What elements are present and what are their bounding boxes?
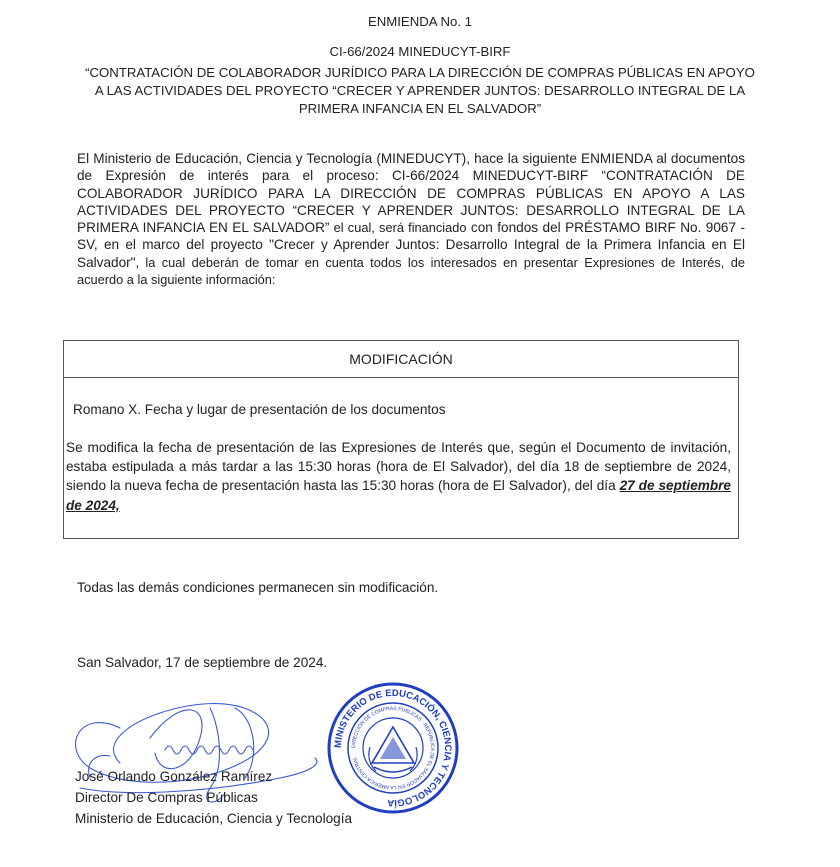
modification-body: Se modifica la fecha de presentación de las Expresiones de Interés que, según el Documento de invitación, estaba estipulada a más tardar a las 15:30 horas (hora de El Salvador), del día 18 de septiembre de 2024, siendo la nueva fecha de presentación hasta las 15:30 horas (hora de El Salvador), del día xyxy=(66,440,731,494)
modification-text xyxy=(66,438,731,515)
coat-of-arms-icon xyxy=(369,727,417,772)
other-conditions: Todas las demás condiciones permanecen sin modificación. xyxy=(77,580,439,595)
place-and-date: San Salvador, 17 de septiembre de 2024. xyxy=(77,655,328,670)
official-seal xyxy=(326,681,460,815)
intro-text-1: El Ministerio de Educación, Ciencia y Tecnología (MINEDUCYT), hace la siguiente ENMIENDA al documentos de Expresión de interés para el proceso: xyxy=(77,151,745,184)
intro-paragraph xyxy=(77,150,745,288)
process-title: “CONTRATACIÓN DE COLABORADOR JURÍDICO PARA LA DIRECCIÓN DE COMPRAS PÚBLICAS EN APOYO A LAS ACTIVIDADES DEL PROYECTO “CRECER Y APRENDER JUNTOS: DESARROLLO INTEGRAL DE LA PRIMERA INFANCIA EN EL SALVADOR” xyxy=(85,65,755,116)
process-code: CI-66/2024 MINEDUCYT-BIRF xyxy=(329,44,511,59)
signer-organization: Ministerio de Educación, Ciencia y Tecnología xyxy=(75,811,353,826)
intro-text-4: , la cual deberán de tomar en cuenta todos los interesados en presentar Expresiones de Interés, de acuerdo a la siguiente información: xyxy=(77,254,745,288)
signer-role: Director De Compras Públicas xyxy=(75,790,258,805)
intro-process-name: CI-66/2024 MINEDUCYT-BIRF “CONTRATACIÓN DE COLABORADOR JURÍDICO PARA LA DIRECCIÓN DE COMPRAS PÚBLICAS EN APOYO A LAS ACTIVIDADES DEL PROYECTO “CRECER Y APRENDER JUNTOS: DESARROLLO INTEGRAL DE LA PRIMERA INFANCIA EN EL SALVADOR” xyxy=(77,168,746,236)
intro-text-3: con fondos del PRÉSTAMO BIRF No. 9067 - SV, en el marco del proyecto xyxy=(77,220,745,253)
signer-name: José Orlando González Ramírez xyxy=(75,769,273,784)
new-date: 27 de septiembre de 2024, xyxy=(66,478,731,513)
modification-heading: MODIFICACIÓN xyxy=(64,341,738,378)
modification-section: Romano X. Fecha y lugar de presentación de los documentos xyxy=(73,402,446,417)
seal-outer-text: MINISTERIO DE EDUCACIÓN, CIENCIA Y TECNOLOGÍA xyxy=(332,687,454,809)
intro-text-2: el cual, será financiado xyxy=(329,220,467,236)
modification-box xyxy=(63,340,739,539)
intro-project-name: "Crecer y Aprender Juntos: Desarrollo Integral de la Primera Infancia en El Salvador" xyxy=(77,237,745,270)
amendment-number: ENMIENDA No. 1 xyxy=(367,14,473,29)
seal-inner-text: DIRECCIÓN DE COMPRAS PÚBLICAS · REPÚBLICA DE EL SALVADOR EN LA AMÉRICA CENTRAL xyxy=(350,705,436,791)
